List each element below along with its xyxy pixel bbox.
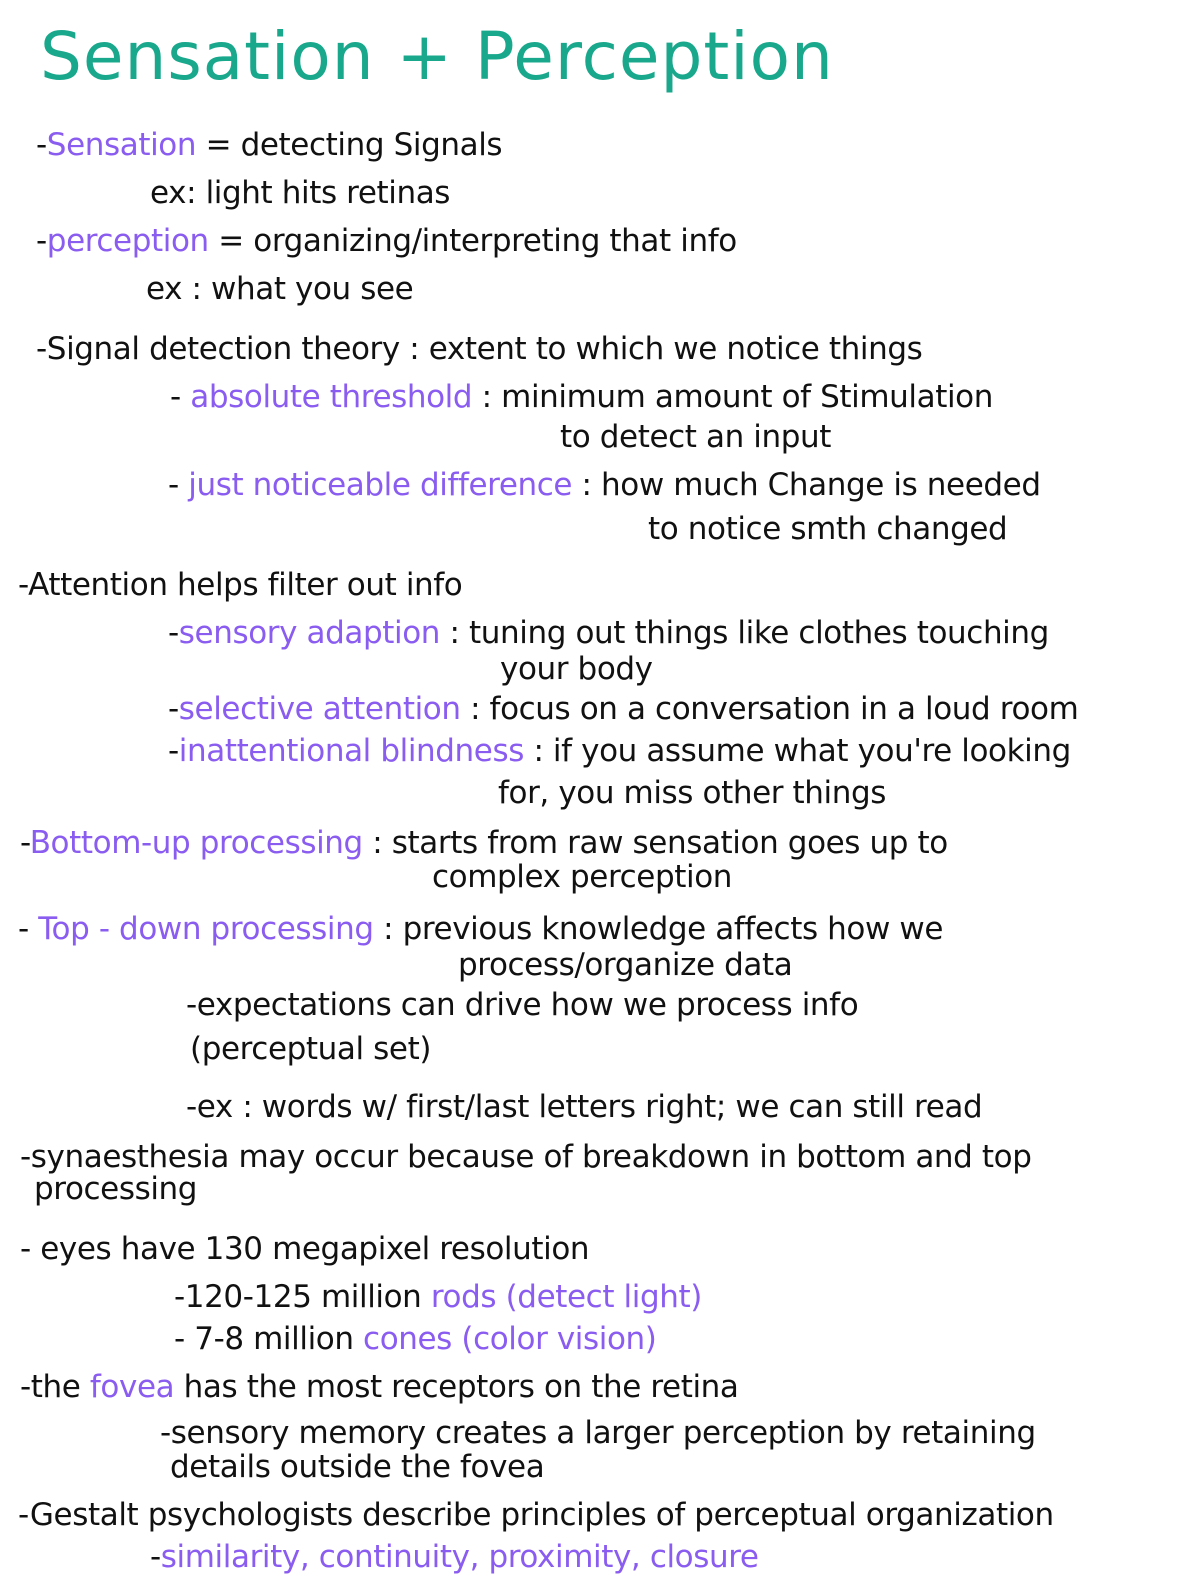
term-absolute-threshold: absolute threshold (190, 379, 473, 415)
term-top-down: Top - down processing (38, 911, 374, 947)
note-gestalt: -Gestalt psychologists describe principles of perceptual organization (18, 1497, 1054, 1533)
term-gestalt-principles: similarity, continuity, proximity, closure (160, 1539, 759, 1575)
note-eyes: - eyes have 130 megapixel resolution (20, 1231, 590, 1267)
note-bottom-up (20, 826, 948, 860)
note-synaesthesia: -synaesthesia may occur because of breakdown in bottom and top (20, 1139, 1032, 1175)
term-cones: cones (color vision) (363, 1321, 657, 1357)
definition: : previous knowledge affects how we (373, 911, 944, 947)
note-cones (174, 1322, 657, 1356)
definition: : focus on a conversation in a loud room (460, 691, 1079, 727)
note-fovea (20, 1370, 739, 1404)
cones-count: - 7-8 million (174, 1321, 364, 1357)
note-jnd (168, 468, 1041, 502)
note-jnd-cont: to notice smth changed (648, 511, 1008, 547)
definition: : if you assume what you're looking (523, 733, 1071, 769)
prefix: -the (20, 1369, 90, 1405)
note-sensation (36, 128, 502, 162)
dash: - (36, 223, 47, 259)
term-perception: perception (46, 223, 209, 259)
dash: - (18, 911, 39, 947)
term-sensation: Sensation (46, 127, 197, 163)
note-synaesthesia-cont: processing (34, 1171, 198, 1207)
note-gestalt-principles (150, 1540, 759, 1574)
note-sensory-adaption-cont: your body (500, 651, 653, 687)
note-perception-example: ex : what you see (146, 271, 414, 307)
note-bottom-up-cont: complex perception (432, 859, 733, 895)
definition: : how much Change is needed (572, 467, 1041, 503)
term-sensory-adaption: sensory adaption (178, 615, 441, 651)
note-sensory-memory: -sensory memory creates a larger perception by retaining (160, 1415, 1036, 1451)
dash: - (150, 1539, 161, 1575)
term-fovea: fovea (89, 1369, 175, 1405)
term-inattentional-blindness: inattentional blindness (178, 733, 524, 769)
definition: : tuning out things like clothes touching (440, 615, 1049, 651)
note-inattentional-blindness-cont: for, you miss other things (498, 775, 887, 811)
definition: = detecting Signals (196, 127, 503, 163)
term-selective-attention: selective attention (178, 691, 461, 727)
dash: - (170, 379, 191, 415)
definition: = organizing/interpreting that info (208, 223, 737, 259)
dash: - (36, 127, 47, 163)
dash: - (168, 733, 179, 769)
note-expectations: -expectations can drive how we process info (186, 987, 859, 1023)
rods-count: -120-125 million (174, 1279, 431, 1315)
dash: - (168, 615, 179, 651)
dash: - (20, 825, 30, 861)
note-attention: -Attention helps filter out info (18, 567, 463, 603)
term-bottom-up: Bottom-up processing (29, 825, 363, 861)
term-jnd: just noticeable difference (188, 467, 573, 503)
term-rods: rods (detect light) (430, 1279, 702, 1315)
note-signal-detection: -Signal detection theory : extent to which we notice things (36, 331, 923, 367)
note-words-example: -ex : words w/ first/last letters right; we can still read (186, 1089, 983, 1125)
note-top-down (18, 912, 943, 946)
note-absolute-threshold-cont: to detect an input (560, 419, 832, 455)
definition: has the most receptors on the retina (174, 1369, 739, 1405)
note-sensation-example: ex: light hits retinas (150, 175, 451, 211)
definition: : minimum amount of Stimulation (472, 379, 993, 415)
page-title: Sensation + Perception (40, 18, 834, 95)
note-perceptual-set: (perceptual set) (190, 1031, 432, 1067)
note-inattentional-blindness (168, 734, 1071, 768)
note-rods (174, 1280, 702, 1314)
note-perception (36, 224, 737, 258)
note-absolute-threshold (170, 380, 993, 414)
dash: - (168, 691, 179, 727)
note-sensory-memory-cont: details outside the fovea (170, 1449, 545, 1485)
note-selective-attention (168, 692, 1078, 726)
note-top-down-cont: process/organize data (458, 947, 793, 983)
dash: - (168, 467, 189, 503)
definition: : starts from raw sensation goes up to (362, 825, 948, 861)
note-sensory-adaption (168, 616, 1049, 650)
